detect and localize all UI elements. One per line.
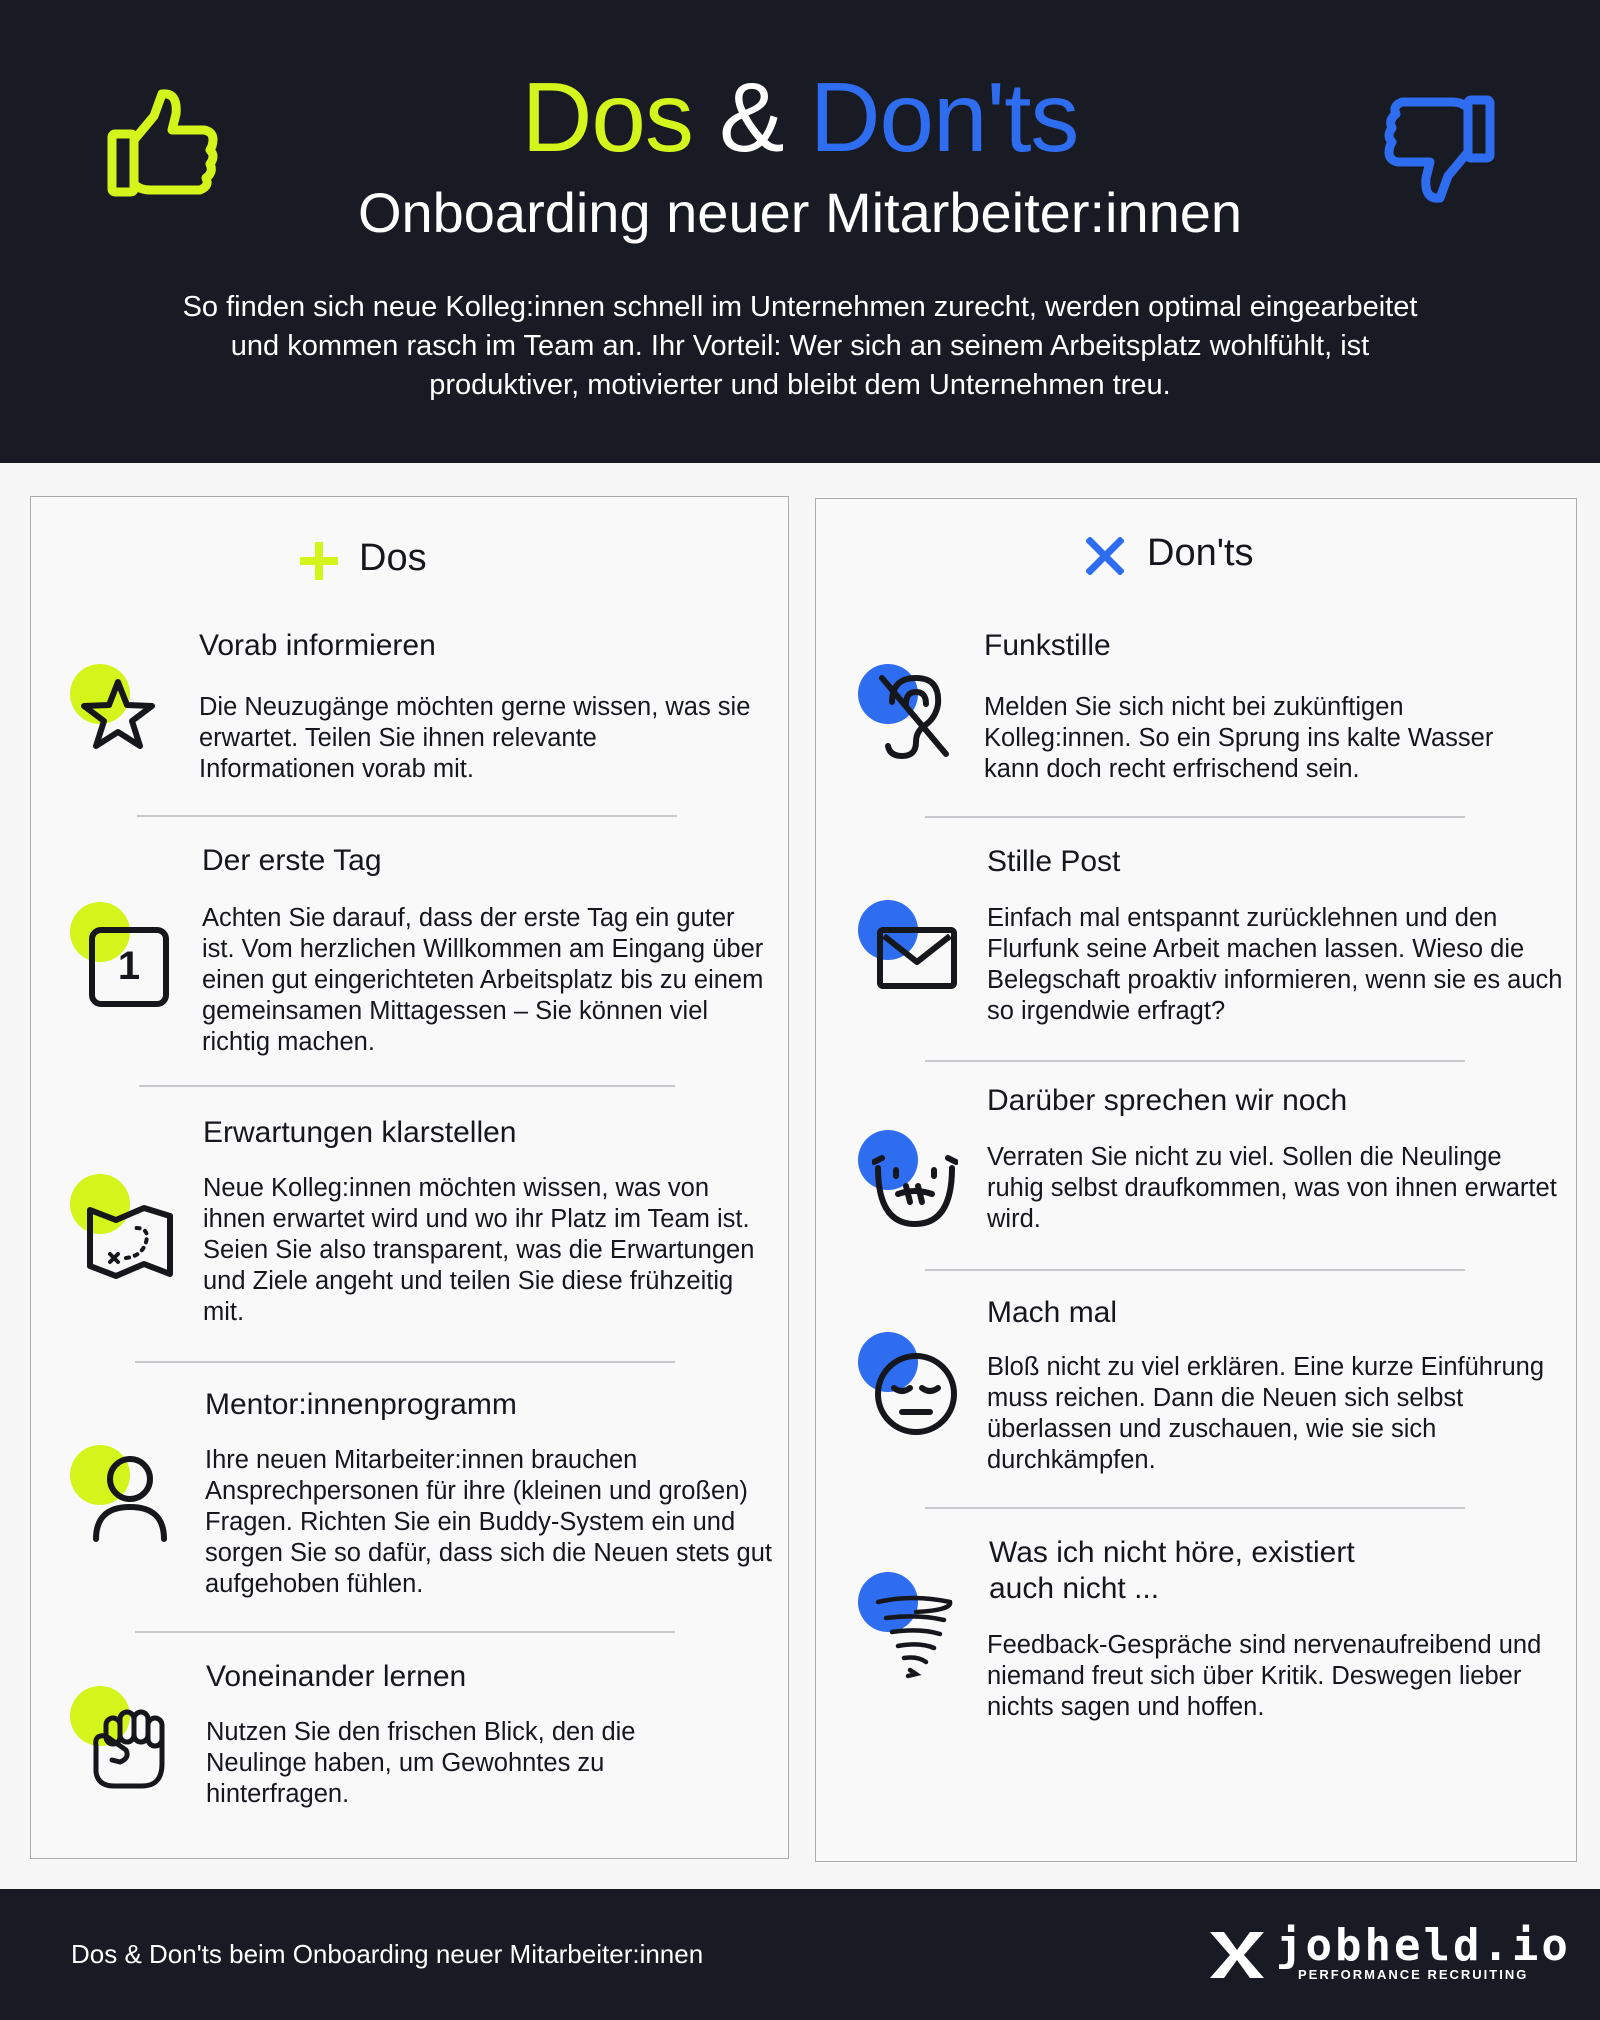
dos-item-1-title: Vorab informieren [199, 629, 436, 662]
donts-item-1-title: Funkstille [984, 629, 1111, 662]
donts-item-4-text: Bloß nicht zu viel erklären. Eine kurze Einführung muss reichen. Dann die Neuen sich selbst überlassen und zuschauen, wie sie sich durchkämpfen. [987, 1353, 1545, 1474]
fist-icon [86, 1706, 170, 1792]
dos-item-1-icon-wrap [70, 664, 170, 764]
donts-item-3-text: Verraten Sie nicht zu viel. Sollen die Neulinge ruhig selbst draufkommen, was von ihnen erwartet wird. [987, 1143, 1557, 1233]
divider [139, 1085, 675, 1087]
dos-item-4-icon-wrap [70, 1443, 180, 1553]
dos-item-1-text: Die Neuzugänge möchten gerne wissen, was sie erwartet. Teilen Sie ihnen relevante Informationen vorab mit. [199, 693, 751, 783]
tornado-icon [872, 1590, 956, 1680]
dos-item-4-text: Ihre neuen Mitarbeiter:innen brauchen Ansprechpersonen für ihre (kleinen und großen) Fragen. Richten Sie ein Buddy-System ein und sorgen Sie so dafür, dass sich die Neuen stets gut aufgehoben fühlen. [205, 1446, 773, 1598]
donts-item-3-icon-wrap [856, 1128, 966, 1238]
donts-item-5-icon-wrap [856, 1570, 966, 1680]
donts-item-4-title: Mach mal [987, 1296, 1118, 1329]
intro-text: So finden sich neue Kolleg:innen schnell im Unternehmen zurecht, werden optimal eingearbeitet und kommen rasch im Team an. Ihr Vorteil: Wer sich an seinem Arbeitsplatz wohlfühlt, ist produktiver, motivierter und bleibt dem Unternehmen treu. [182, 291, 1418, 401]
donts-heading: Don'ts [1147, 532, 1254, 574]
dos-item-5-icon-wrap [70, 1684, 180, 1794]
person-icon [90, 1453, 170, 1543]
divider [925, 1507, 1465, 1509]
divider [925, 816, 1465, 818]
dos-item-3-title: Erwartungen klarstellen [203, 1116, 517, 1149]
divider [135, 1631, 675, 1633]
dos-item-2-text: Achten Sie darauf, dass der erste Tag ein guter ist. Vom herzlichen Willkommen am Eingang über einen gut eingerichteten Arbeitsplatz bis zu einem gemeinsamen Mittagessen – Sie können viel richtig machen. [202, 904, 764, 1056]
footer-caption: Dos & Don'ts beim Onboarding neuer Mitarbeiter:innen [71, 1939, 704, 1969]
dos-item-3-icon-wrap [70, 1172, 180, 1282]
divider [137, 815, 677, 817]
donts-item-2-title: Stille Post [987, 845, 1121, 878]
dos-item-5-text: Nutzen Sie den frischen Blick, den die Neulinge haben, um Gewohntes zu hinterfragen. [206, 1718, 636, 1808]
page-subtitle: Onboarding neuer Mitarbeiter:innen [357, 181, 1243, 244]
dos-item-5-title: Voneinander lernen [206, 1660, 467, 1693]
envelope-icon [876, 926, 958, 990]
donts-item-1-text: Melden Sie sich nicht bei zukünftigen Kolleg:innen. So ein Sprung ins kalte Wasser kann doch recht erfrischend sein. [984, 693, 1494, 783]
dos-item-2-title: Der erste Tag [202, 844, 382, 877]
page-title [0, 62, 1600, 172]
muted-ear-icon [876, 672, 956, 762]
jobheld-logo-icon [1208, 1930, 1266, 1980]
donts-item-1-icon-wrap [856, 662, 966, 772]
calendar-number: 1 [117, 944, 141, 988]
donts-item-2-icon-wrap [856, 898, 966, 1008]
unamused-face-icon [872, 1350, 960, 1438]
title-ampersand: & [719, 62, 784, 172]
plus-icon [298, 540, 340, 582]
cross-icon [1086, 537, 1124, 575]
treasure-map-icon [86, 1202, 174, 1282]
donts-item-3-title: Darüber sprechen wir noch [987, 1084, 1348, 1117]
logo-name[interactable]: jobheld.io [1276, 1920, 1571, 1971]
donts-item-5-title: Was ich nicht höre, existiert auch nicht ... [989, 1536, 1355, 1605]
divider [925, 1269, 1465, 1271]
divider [135, 1361, 675, 1363]
logo-tagline: PERFORMANCE RECRUITING [1298, 1967, 1529, 1982]
title-donts: Don'ts [809, 62, 1079, 172]
dos-heading: Dos [359, 537, 427, 579]
divider [925, 1060, 1465, 1062]
donts-item-2-text: Einfach mal entspannt zurücklehnen und den Flurfunk seine Arbeit machen lassen. Wieso die Belegschaft proaktiv informieren, wenn sie es auch so irgendwie erfragt? [987, 904, 1563, 1025]
star-icon [78, 674, 158, 754]
donts-item-5-text: Feedback-Gespräche sind nervenaufreibend und niemand freut sich über Kritik. Deswegen lieber nichts sagen und hoffen. [987, 1631, 1542, 1721]
dos-item-2-icon-wrap [70, 900, 180, 1010]
donts-item-4-icon-wrap [856, 1330, 966, 1440]
zipped-mouth-face-icon [872, 1150, 958, 1230]
dos-item-4-title: Mentor:innenprogramm [205, 1388, 517, 1421]
dos-item-3-text: Neue Kolleg:innen möchten wissen, was von ihnen erwartet wird und wo ihr Platz im Team ist. Seien Sie also transparent, was die Erwartungen und Ziele angeht und teilen Sie diese frühzeitig mit. [203, 1174, 755, 1326]
title-dos: Dos [521, 62, 693, 172]
